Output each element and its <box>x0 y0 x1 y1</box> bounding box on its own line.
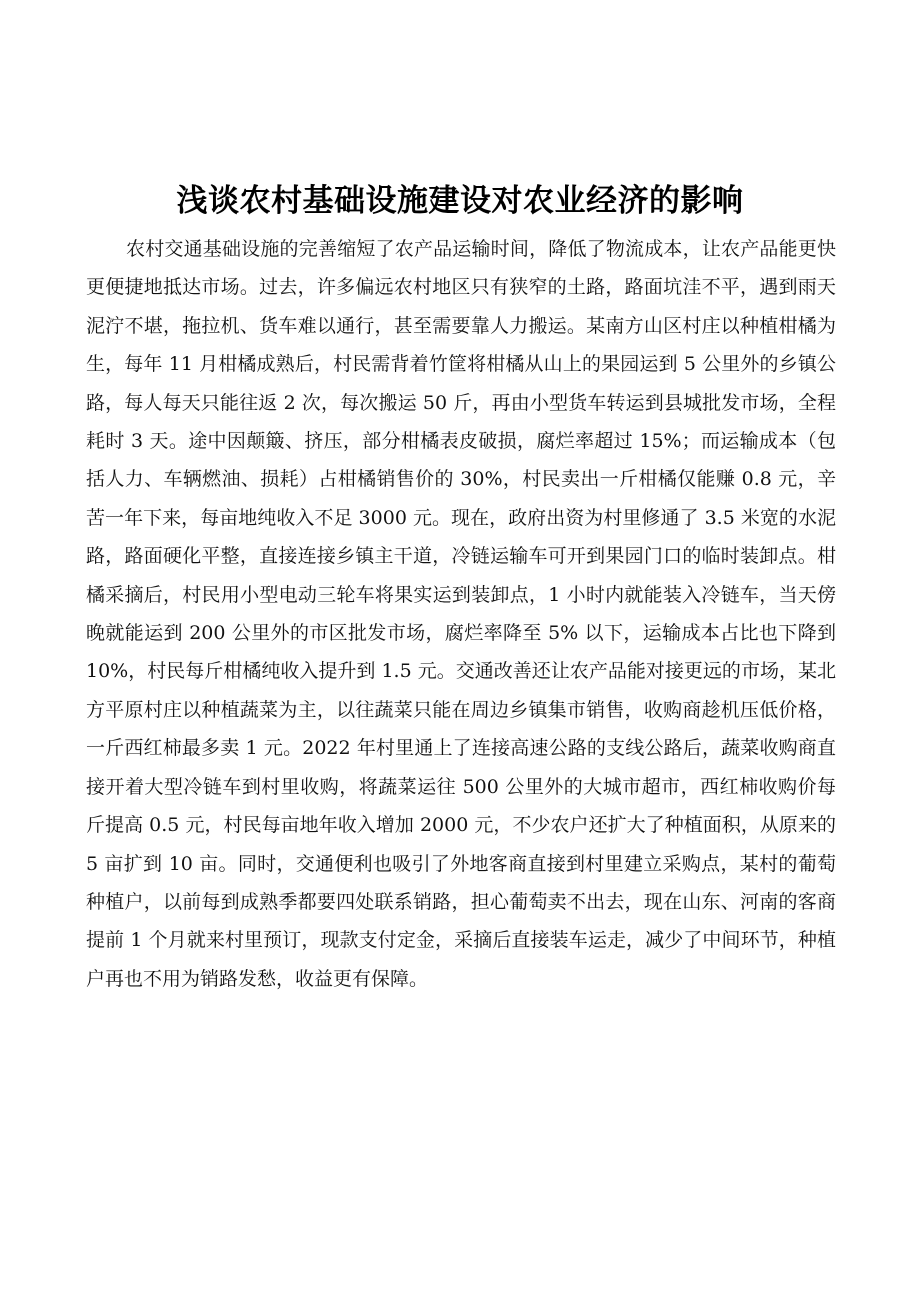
body-paragraph: 农村交通基础设施的完善缩短了农产品运输时间，降低了物流成本，让农产品能更快更便捷地抵达市场。过去，许多偏远农村地区只有狭窄的土路，路面坑洼不平，遇到雨天泥泞不堪，拖拉机、货车难以通行，甚至需要靠人力搬运。某南方山区村庄以种植柑橘为生，每年 11 月柑橘成熟后，村民需背着竹筐将柑橘从山上的果园运到 5 公里外的乡镇公路，每人每天只能往返 2 次，每次搬运 50 斤，再由小型货车转运到县城批发市场，全程耗时 3 天。途中因颠簸、挤压，部分柑橘表皮破损，腐烂率超过 15%；而运输成本（包括人力、车辆燃油、损耗）占柑橘销售价的 30%，村民卖出一斤柑橘仅能赚 0.8 元，辛苦一年下来，每亩地纯收入不足 3000 元。现在，政府出资为村里修通了 3.5 米宽的水泥路，路面硬化平整，直接连接乡镇主干道，冷链运输车可开到果园门口的临时装卸点。柑橘采摘后，村民用小型电动三轮车将果实运到装卸点，1 小时内就能装入冷链车，当天傍晚就能运到 200 公里外的市区批发市场，腐烂率降至 5% 以下，运输成本占比也下降到 10%，村民每斤柑橘纯收入提升到 1.5 元。交通改善还让农产品能对接更远的市场，某北方平原村庄以种植蔬菜为主，以往蔬菜只能在周边乡镇集市销售，收购商趁机压低价格，一斤西红柿最多卖 1 元。2022 年村里通上了连接高速公路的支线公路后，蔬菜收购商直接开着大型冷链车到村里收购，将蔬菜运往 500 公里外的大城市超市，西红柿收购价每斤提高 0.5 元，村民每亩地年收入增加 2000 元，不少农户还扩大了种植面积，从原来的 5 亩扩到 10 亩。同时，交通便利也吸引了外地客商直接到村里建立采购点，某村的葡萄种植户，以前每到成熟季都要四处联系销路，担心葡萄卖不出去，现在山东、河南的客商提前 1 个月就来村里预订，现款支付定金，采摘后直接装车运走，减少了中间环节，种植户再也不用为销路发愁，收益更有保障。 <box>86 238 836 990</box>
document-title: 浅谈农村基础设施建设对农业经济的影响 <box>176 182 744 219</box>
